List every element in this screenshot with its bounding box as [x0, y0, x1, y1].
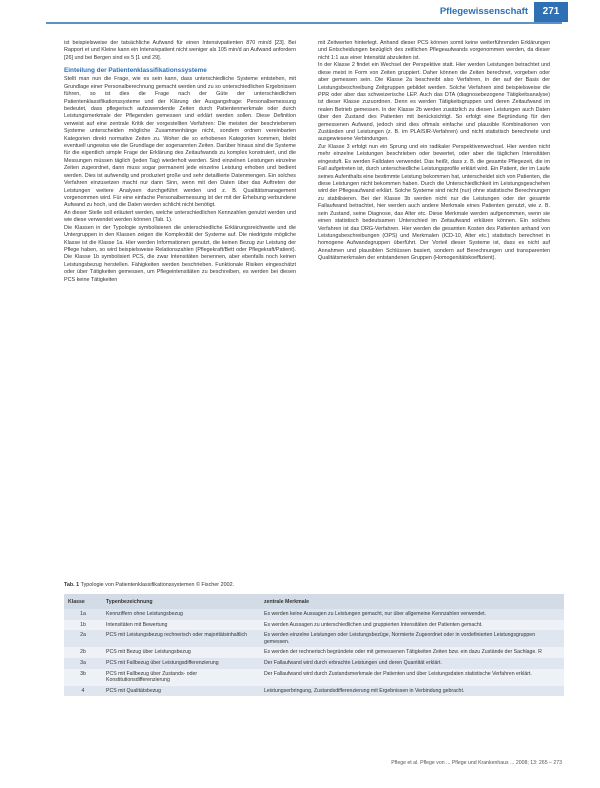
page-header: [0, 0, 600, 30]
footer-citation: Pflege et al. Pflege von ... Pflege und Krankenhaus ... 2008; 13: 265 – 273: [391, 760, 562, 766]
table-cell: Es werden keine Aussagen zu Leistungen gemacht, nur über allgemeine Kennzahlen verwendet.: [260, 609, 564, 620]
paragraph: Die Klassen in der Typologie symbolisieren die unterschiedliche Erklärungsreichweite und die Untergruppen in den Klassen zeigen die Komplexität der Systeme auf. Die niedrigste mögliche Klasse ist die Klasse 1a. Hier werden Informationen genutzt, die keinen Bezug zur Leistung der Pflege haben, so wird beispielsweise Relationszahlen (Pflegekraft/Bett oder Pflegekraft/Patient). Die Klasse 1b symbolisiert PCS, die zwar Intensitäten benennen, aber ebenfalls noch keinen Leistungsbezug herstellen. Fähigkeiten werden beschrieben. Funktionale Risiken eingeschätzt oder über Tätigkeiten gemessen, um Pflegeintensitäten zu beschreiben, es werden bei diesen PCS keine Tätigkeiten: [64, 224, 296, 283]
table-cell: Kennziffern ohne Leistungsbezug: [102, 609, 260, 620]
page-number: 271: [534, 2, 568, 22]
table-row: [64, 609, 564, 620]
paragraph: mit Zeitwerten hinterlegt. Anhand dieser PCS können somit keine weiterführenden Erklärungen und Entscheidungen bezüglich des zeitlichen Pflegeaufwands vorgenommen werden, da dieser nicht 1:1 aus einer Intensität abzuleiten ist.: [318, 40, 550, 61]
table-cell: PCS mit Qualitätsbezug: [102, 686, 260, 697]
paragraph: Zur Klasse 3 erfolgt nun ein Sprung und ein radikaler Perspektivenwechsel. Hier werden nicht mehr einzelne Leistungen beschrieben oder bewertet, oder aber die täglichen Intensitäten eingestuft. Es werden Falldaten verwendet. Das heißt, dass z. B. die gesamte Pflegezeit, die im Fall aufgetreten ist, durch unterschiedliche Leistungsprofile erklärt wird. Ein Patient, der im Laufe seines Aufenthalts eine bestimmte Leistung bekommen hat, unterscheidet sich von Patienten, die diese Leistungen nicht bekommen haben. Durch die Unterschiedlichkeit im Leistungsgeschehen wird der Pflegeaufwand erklärt. Solche Systeme sind nicht (nur) ohne statistische Berechnungen zu stabilisieren. Bei der Klasse 3b werden nicht nur die Leistungen oder der gesamte Fallaufwand betrachtet, hier werden auch andere Merkmale eines Patienten genutzt, wie z. B. sein Zustand, seine Diagnose, das Alter etc. Diese Merkmale werden aufgenommen, wenn sie einen statistisch bedeutsamen Unterschied im Zeitaufwand erklären können. Ein solches Verfahren ist das DRG-Verfahren. Hier werden die gesamten Kosten des Patienten anhand von Leistungsbeschreibungen (OPS) und Merkmalen (ICD-10, Alter etc.) statistisch berechnet in homogene Aufwandsgruppen überführt. Der Vorteil dieser Systeme ist, dass es nicht auf Annahmen und plausiblen Schlüssen basiert, sondern auf Berechnungen und transparenten Qualitätsmerkmalen der entstandenen Gruppen (Homogenitätskoeffizient).: [318, 143, 550, 262]
paragraph: In der Klasse 2 findet ein Wechsel der Perspektive statt. Hier werden Leistungen betrachtet und diese meist in Form von Zeiten gruppiert. Daher können die Zeiten berechnet, vorgeben oder aber gemessen sein. Die Klasse 2a beschreibt also Verfahren, in der auf der Basis der Leistungsbeschreibung Zeitgruppen gebildet werden. Solche Verfahren sind beispielsweise die PPR oder aber das schweizerische LEP. Auch das DTA (diagnosebezogene Tätigkeitsanalyse) ist dieser Klasse zuzuordnen. Denn es werden Tätigkeitsgruppen und deren Zeitaufwand im realen Betrieb gemessen. In der Klasse 2b werden zusätzlich zu diesen Leistungen auch Daten über den Zustand des Patienten mit berücksichtigt. So erfolgt eine Begründung für den gemessenen Aufwand, jedoch sind dies oftmals einfache und plausible Kombinationen von Zuständen und Leistungen (z. B. im PLAISIR-Verfahren) und nicht statistisch berechnete und ausgewiesene Verbindungen.: [318, 62, 550, 143]
paragraph: Stellt man nun die Frage, wie es sein kann, dass unterschiedliche Systeme entstehen, mit Grundlage einer Personalberechnung gemacht werden und zu so unterschiedlichen Ergebnissen führen, so ist dies die Frage nach der Güte der unterschiedlichen Patientenklassifikationssysteme und der Klärung der Ausgangsfrage: Personalbemessung bedeutet, dass pflegerisch aufzuwendende Zeiten durch Patientenmerkmale oder durch Leistungsmerkmale der Pflegenden gemessen und erklärt werden sollen. Diese Definition verweist auf eine zentrale Kritik der vorgestellten Verfahren: Die meisten der beschriebenen Systeme unterscheiden mögliche Zusammenhänge nicht, sondern ordnen vereinbarten Kategorien direkt normative Zeiten zu. Woher die so erhobenen Kategorien kommen, bleibt eventuell ungewiss wie die Grundlage der sogenannten Zeiten. Darüber hinaus sind die Systeme für die eigentlich simple Frage der Erklärung des Zeitaufwands zu komplex konstruiert, und die Messungen müssen täglich (jeden Tag) wiederholt werden. Sind einzelnen Leistungen einzelne Zeiten zugeordnet, dann muss sogar permanent jede einzelne Leistung erhoben und bedient werden. Dies ist aufwendig und produziert große und sehr detaillierte Datenmengen. Ein solches Verfahren einzusetzen macht nur dann Sinn, wenn mit den Daten über das Auftreten der Leistungen weitere Analysen durchgeführt werden und z. B. Qualitätsmanagement vorgenommen wird. Für eine einfache Personalbemessung ist der mit der Erhebung verbundene Aufwand zu hoch, und die Daten werden schlicht nicht benötigt.: [64, 76, 296, 209]
table-row: [64, 630, 564, 647]
column-header: Klasse: [64, 594, 102, 609]
table-header-row: [64, 594, 564, 609]
table-cell: PCS mit Leistungsbezug rechnerisch oder majoritätsinhaltlich: [102, 630, 260, 647]
table-caption-text: Typologie von Patientenklassifikationssystemen © Fischer 2002.: [80, 582, 235, 588]
table-cell: PCS mit Fallbezug über Zustands- oder Konstitutionsdifferenzierung: [102, 669, 260, 686]
section-heading: Einteilung der Patientenklassifikationssysteme: [64, 67, 207, 75]
table-row: [64, 620, 564, 631]
section-title: Pflegewissenschaft: [439, 6, 528, 17]
table-block: [64, 582, 564, 696]
table-cell: Es werden der rechnerisch begründete oder mit gemessenen Tätigkeiten Zeiten bzw. ein dazu Zustände der Sachlage. R: [260, 647, 564, 658]
table-row: [64, 669, 564, 686]
table-cell: 2b: [64, 647, 102, 658]
table-cell: Es werden Aussagen zu unterschiedlichen und gruppierten Intensitäten der Patienten gemacht.: [260, 620, 564, 631]
table-cell: Der Fallaufwand wird durch erbrachte Leistungen und deren Quantität erklärt.: [260, 658, 564, 669]
table-cell: PCS mit Fallbezug über Leistungsdifferenzierung: [102, 658, 260, 669]
right-column: [318, 40, 550, 263]
table-row: [64, 658, 564, 669]
classification-table: [64, 594, 564, 696]
header-rule: [46, 22, 562, 24]
paragraph: ist beispielsweise der tatsächliche Aufwand für einen Intensivpatienten 870 min/d [23]. Bei Rapport et und Kleine kann ein Intensivpatient nicht weniger als 105 min/d an Aufwand anfordern [26] und bei Bergen sind es 5 [1 und 29].: [64, 40, 296, 61]
column-header: zentrale Merkmale: [260, 594, 564, 609]
left-column: [64, 40, 296, 284]
table-cell: 1b: [64, 620, 102, 631]
table-row: [64, 686, 564, 697]
table-cell: 4: [64, 686, 102, 697]
table-cell: 3a: [64, 658, 102, 669]
table-cell: Leistungserbringung, Zustandsdifferenzierung mit Ergebnissen in Verbindung gebracht.: [260, 686, 564, 697]
table-cell: 1a: [64, 609, 102, 620]
table-cell: Intensitäten mit Bewertung: [102, 620, 260, 631]
table-cell: 3b: [64, 669, 102, 686]
table-cell: PCS mit Bezug über Leistungsbezug: [102, 647, 260, 658]
table-caption: [64, 582, 564, 588]
table-row: [64, 647, 564, 658]
table-cell: Der Fallaufwand wird durch Zustandsmerkmale der Patienten und über Leistungsdaten statistische Verfahren erklärt.: [260, 669, 564, 686]
paragraph: An dieser Stelle soll erläutert werden, welche unterschiedlichen Kennzahlen genutzt werden und wie diese verwendet werden können (Tab. 1).: [64, 209, 296, 224]
column-header: Typenbezeichnung: [102, 594, 260, 609]
table-cell: Es werden einzelne Leistungen oder Leistungsbezüge, Normierte Zugeordnet oder in vordefinierten Leistungsgruppen gemessen.: [260, 630, 564, 647]
table-cell: 2a: [64, 630, 102, 647]
table-caption-label: Tab. 1: [64, 582, 80, 588]
